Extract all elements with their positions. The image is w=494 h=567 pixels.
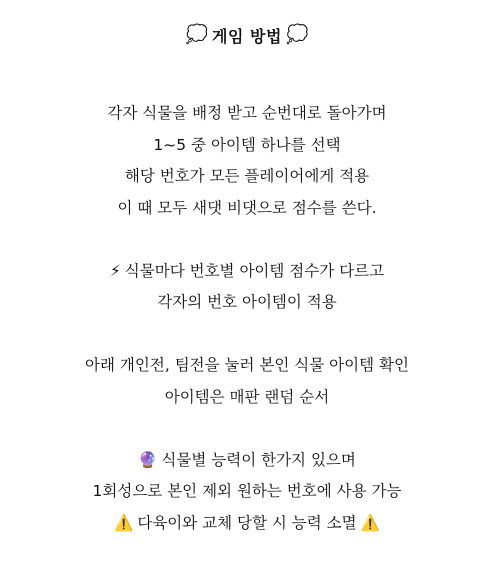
- section-abilities: [0, 445, 494, 540]
- rule-line: 각자 식물을 배정 받고 순번대로 돌아가며: [107, 104, 387, 122]
- section-item-check: [0, 350, 494, 413]
- rule-line: [0, 508, 494, 540]
- rule-line: 각자의 번호 아이템이 적용: [157, 293, 337, 311]
- rule-line: 아래 개인전, 팀전을 눌러 본인 식물 아이템 확인: [85, 356, 409, 374]
- thought-balloon-icon: 💭: [185, 24, 209, 45]
- rule-text: 식물별 능력이 한가지 있으며: [161, 450, 356, 469]
- section-basic-rules: [0, 98, 494, 224]
- rule-line: [0, 256, 494, 288]
- warning-icon: ⚠️: [360, 513, 380, 532]
- lightning-icon: ⚡: [109, 261, 121, 280]
- rule-text: 다육이와 교체 당할 시 능력 소멸: [137, 513, 357, 532]
- title-text: 게임 방법: [212, 26, 282, 46]
- rule-line: 1회성으로 본인 제외 원하는 번호에 사용 가능: [92, 482, 402, 500]
- crystal-ball-icon: 🔮: [138, 450, 158, 469]
- thought-balloon-icon: 💭: [285, 24, 309, 45]
- warning-icon: ⚠️: [114, 513, 134, 532]
- rule-line: [0, 445, 494, 477]
- rule-line: 해당 번호가 모든 플레이어에게 적용: [124, 167, 370, 185]
- rule-line: 1~5 중 아이템 하나를 선택: [153, 135, 341, 154]
- section-item-scores: [0, 256, 494, 319]
- spacer: [0, 413, 494, 445]
- rule-text: 식물마다 번호별 아이템 점수가 다르고: [124, 261, 385, 280]
- rule-line: 아이템은 매판 랜덤 순서: [164, 387, 330, 406]
- page-title: [0, 20, 494, 50]
- rule-line: 이 때 모두 새댓 비댓으로 점수를 쓴다.: [117, 198, 377, 217]
- spacer: [0, 319, 494, 351]
- spacer: [0, 224, 494, 256]
